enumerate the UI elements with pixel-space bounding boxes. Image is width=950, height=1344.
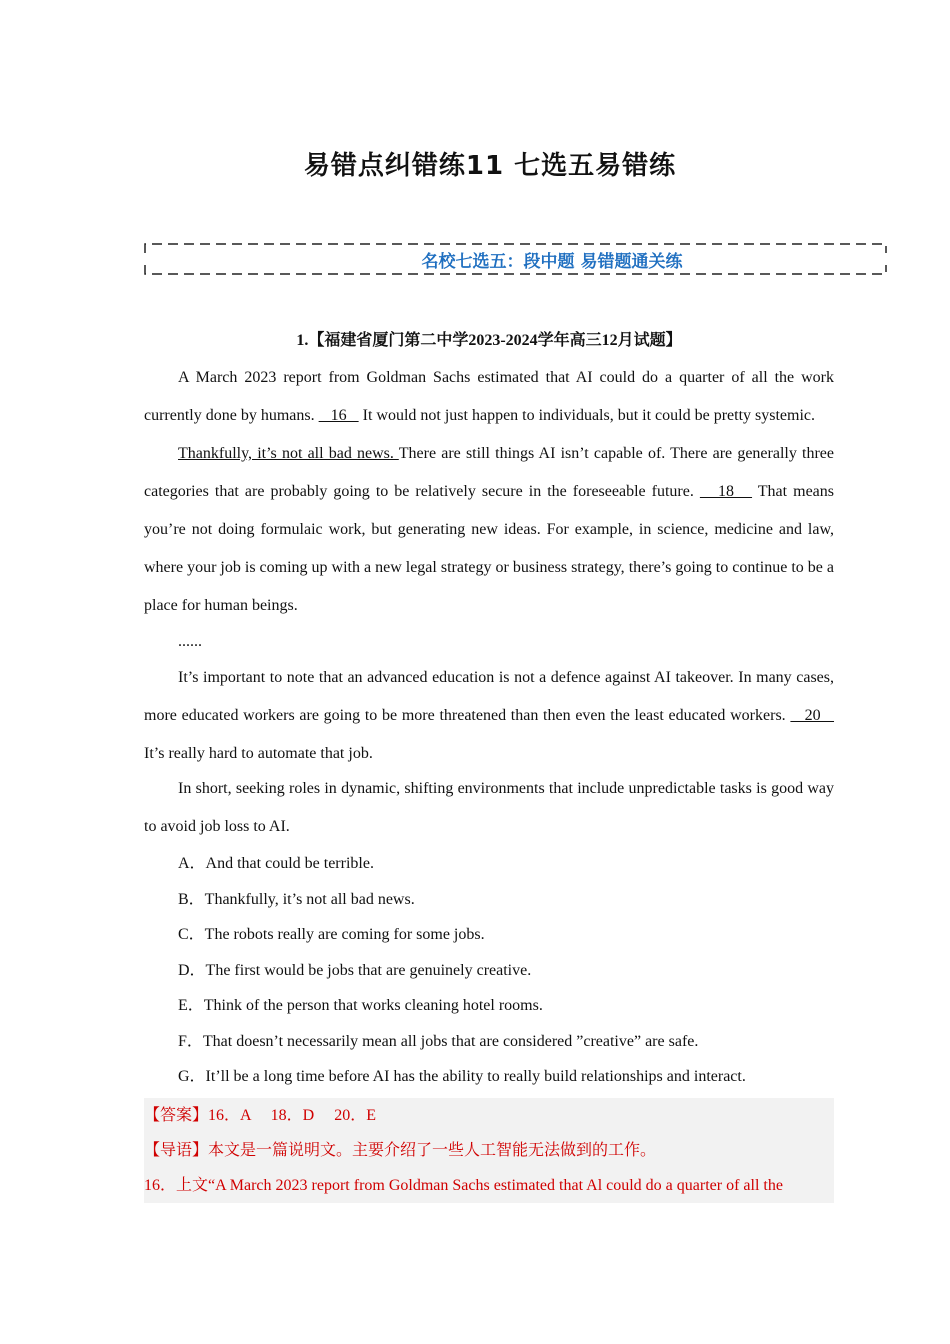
passage-text: It would not just happen to individuals, but it could be pretty systemic. [358,407,816,424]
blank-20: 20 [790,707,835,724]
option-e: E．Think of the person that works cleaning hotel rooms. [178,997,543,1014]
passage-ellipsis: ...... [178,633,202,650]
options-list [144,846,834,1095]
question-header: 1.【福建省厦门第二中学2023-2024学年高三12月试题】 [296,332,682,349]
passage-paragraph-4: In short, seeking roles in dynamic, shifting environments that include unpredictable tasks is good way to avoid job loss to AI. [144,780,834,835]
passage-text: That means you’re not doing formulaic work, but generating new ideas. For example, in science, medicine and law, where your job is coming up with a new legal strategy or business strategy, there’s going to continue to be a place for human beings. [144,483,835,614]
blank-16: 16 [318,407,359,424]
section-banner [144,243,887,275]
guide-line: 【导语】本文是一篇说明文。主要介绍了一些人工智能无法做到的工作。 [144,1141,657,1159]
option-b: B．Thankfully, it’s not all bad news. [178,890,415,908]
passage-text: It’s important to note that an advanced education is not a defence against AI takeover. In many cases, more educated workers are going to be more threatened than then even the least educated workers. [144,669,834,724]
answer-section [144,1098,834,1203]
banner-title: 名校七选五：段中题 易错题通关练 [228,247,876,272]
option-a: A．And that could be terrible. [178,855,374,872]
answer-line: 【答案】16．A 18．D 20．E [144,1106,377,1124]
option-d: D．The first would be jobs that are genuinely creative. [178,961,532,979]
option-c: C．The robots really are coming for some jobs. [178,926,485,943]
option-f: F．That doesn’t necessarily mean all jobs that are considered ”creative” are safe. [178,1032,699,1050]
passage-paragraph-2 [144,435,834,625]
passage-text: A March 2023 report from Goldman Sachs estimated that AI could do a quarter of all the work currently done by humans. [144,369,834,424]
explanation-line: 16．上文“A March 2023 report from Goldman Sachs estimated that Al could do a quarter of all the [144,1176,783,1194]
passage-paragraph-1 [144,359,834,435]
passage-text: It’s really hard to automate that job. [144,745,373,762]
passage-text: There are still things AI isn’t capable of. There are generally three categories that are probably going to be relatively secure in the foreseeable future. [144,445,835,500]
blank-18: 18 [699,483,753,500]
document-title: 易错点纠错练11 七选五易错练 [303,151,677,181]
option-g: G．It’ll be a long time before AI has the ability to really build relationships and interact. [178,1068,746,1085]
passage-paragraph-3 [144,659,834,773]
question-content [144,325,834,1203]
underlined-sentence: Thankfully, it’s not all bad news. [178,445,399,462]
